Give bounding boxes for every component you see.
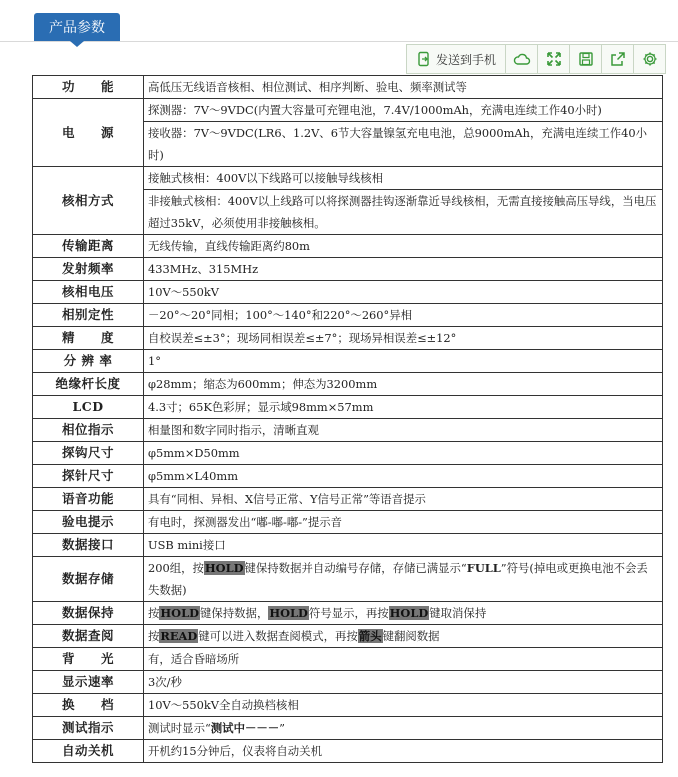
- param-value-line: 探测器：7V～9VDC(内置大容量可充锂电池，7.4V/1000mAh，充满电连续工作40小时): [148, 103, 602, 117]
- key-label: FULL: [466, 561, 501, 575]
- phone-send-icon: [416, 51, 432, 67]
- table-row: [33, 304, 663, 327]
- param-value: [144, 442, 663, 465]
- save-button[interactable]: [569, 44, 602, 74]
- table-row: [33, 350, 663, 373]
- param-value: [144, 648, 663, 671]
- table-row: [33, 625, 663, 648]
- param-name: 功 能: [33, 76, 144, 99]
- param-value: [144, 671, 663, 694]
- table-row: [33, 488, 663, 511]
- table-row: [33, 602, 663, 625]
- param-value: [144, 167, 663, 235]
- param-name: 语音功能: [33, 488, 144, 511]
- param-value-text: 按: [148, 629, 160, 643]
- param-name: 相别定性: [33, 304, 144, 327]
- tab-bar: [0, 0, 678, 42]
- param-value-text: 200组，按: [148, 561, 204, 575]
- param-value-text: 键翻阅数据: [382, 629, 440, 643]
- expand-icon: [546, 51, 562, 67]
- param-value-text: 键取消保持: [429, 606, 487, 620]
- param-value: [144, 488, 663, 511]
- param-value-text: 无线传输，直线传输距离约80m: [148, 239, 310, 253]
- param-name: 显示速率: [33, 671, 144, 694]
- param-value: [144, 373, 663, 396]
- table-row: [33, 465, 663, 488]
- send-to-phone-label: 发送到手机: [435, 52, 496, 67]
- param-name: LCD: [33, 396, 144, 419]
- param-name: 探针尺寸: [33, 465, 144, 488]
- key-label: HOLD: [389, 606, 429, 620]
- table-row: [33, 167, 663, 235]
- param-value: [144, 235, 663, 258]
- param-value-text: 具有“同相、异相、X信号正常、Y信号正常”等语音提示: [148, 492, 426, 506]
- table-row: [33, 534, 663, 557]
- share-button[interactable]: [601, 44, 634, 74]
- param-name: 相位指示: [33, 419, 144, 442]
- param-name: 验电提示: [33, 511, 144, 534]
- param-value-text: 1°: [148, 354, 161, 368]
- param-name: 数据存储: [33, 557, 144, 602]
- table-row: [33, 281, 663, 304]
- table-row: [33, 511, 663, 534]
- param-value: [144, 258, 663, 281]
- param-name: 发射频率: [33, 258, 144, 281]
- table-row: [33, 648, 663, 671]
- table-row: [33, 717, 663, 740]
- param-value-text: 10V～550kV: [148, 285, 219, 299]
- param-value: [144, 304, 663, 327]
- param-value-line: 非接触式核相：400V以上线路可以将探测器挂钩逐渐靠近导线核相，无需直接接触高压导线，当电压超过35kV，必须使用非接触核相。: [144, 189, 662, 234]
- param-value: [144, 511, 663, 534]
- cloud-icon: [513, 52, 531, 66]
- param-name: 数据接口: [33, 534, 144, 557]
- param-name: 分 辨 率: [33, 350, 144, 373]
- table-row: [33, 258, 663, 281]
- table-row: [33, 76, 663, 99]
- param-value-text: φ5mm×D50mm: [148, 446, 240, 460]
- param-value-text: 键保持数据，: [199, 606, 269, 620]
- param-name: 探钩尺寸: [33, 442, 144, 465]
- param-name: 核相方式: [33, 167, 144, 235]
- param-value: [144, 465, 663, 488]
- table-row: [33, 442, 663, 465]
- param-value: [144, 350, 663, 373]
- param-value-text: 按: [148, 606, 160, 620]
- tab-product-params[interactable]: 产品参数: [34, 13, 120, 41]
- param-value-text: 有电时，探测器发出“嘟-嘟-嘟-”提示音: [148, 515, 343, 529]
- param-value-text: 10V～550kV全自动换档核相: [148, 698, 299, 712]
- param-value: [144, 534, 663, 557]
- table-row: [33, 99, 663, 167]
- param-value: [144, 717, 663, 740]
- settings-icon: [642, 51, 658, 67]
- key-label: HOLD: [160, 606, 199, 620]
- param-value-line: 接触式核相：400V以下线路可以接触导线核相: [148, 171, 383, 185]
- table-row: [33, 419, 663, 442]
- save-icon: [578, 51, 594, 67]
- key-label: HOLD: [204, 561, 244, 575]
- param-value: [144, 419, 663, 442]
- param-name: 测试指示: [33, 717, 144, 740]
- param-value: [144, 281, 663, 304]
- table-row: [33, 557, 663, 602]
- param-value-text: －20°～20°同相；100°～140°和220°～260°异相: [148, 308, 413, 322]
- param-value-text: ”: [279, 721, 285, 735]
- param-value-text: 符号显示，再按: [308, 606, 389, 620]
- table-row: [33, 327, 663, 350]
- key-label: 箭头: [358, 629, 382, 643]
- param-name: 绝缘杆长度: [33, 373, 144, 396]
- param-value-text: 键保持数据并自动编号存储，存储已满显示“: [244, 561, 467, 575]
- table-row: [33, 740, 663, 763]
- toolbar: [406, 44, 668, 74]
- param-value-text: ”符号(掉电或更换电池不会丢失数据): [148, 561, 648, 597]
- param-value-text: 有，适合昏暗场所: [148, 652, 240, 666]
- cloud-button[interactable]: [505, 44, 538, 74]
- param-value: [144, 602, 663, 625]
- param-name: 数据保持: [33, 602, 144, 625]
- key-label: READ: [160, 629, 198, 643]
- key-label: HOLD: [269, 606, 308, 620]
- table-row: [33, 694, 663, 717]
- key-label: 测试中－－－: [210, 721, 280, 735]
- param-value: [144, 740, 663, 763]
- param-value-text: 3次/秒: [148, 675, 182, 689]
- param-value-text: 高低压无线语音核相、相位测试、相序判断、验电、频率测试等: [148, 80, 467, 94]
- param-value-text: φ28mm；缩态为600mm；伸态为3200mm: [148, 377, 378, 391]
- param-value-text: 键可以进入数据查阅模式，再按: [198, 629, 358, 643]
- param-name: 核相电压: [33, 281, 144, 304]
- param-name: 背 光: [33, 648, 144, 671]
- param-value: [144, 694, 663, 717]
- param-name: 自动关机: [33, 740, 144, 763]
- expand-button[interactable]: [537, 44, 570, 74]
- table-row: [33, 396, 663, 419]
- param-value-text: 测试时显示“: [148, 721, 211, 735]
- param-value-text: USB mini接口: [148, 538, 226, 552]
- param-value-text: 433MHz、315MHz: [148, 262, 259, 276]
- product-params-table: [32, 75, 663, 763]
- param-value-text: 自校误差≤±3°；现场同相误差≤±7°；现场异相误差≤±12°: [148, 331, 457, 345]
- param-value-text: 相量图和数字同时指示，清晰直观: [148, 423, 319, 437]
- param-value: [144, 327, 663, 350]
- param-name: 换 档: [33, 694, 144, 717]
- param-value: [144, 76, 663, 99]
- send-to-phone-button[interactable]: [406, 44, 506, 74]
- param-value-text: φ5mm×L40mm: [148, 469, 239, 483]
- param-name: 精 度: [33, 327, 144, 350]
- param-value: [144, 396, 663, 419]
- param-value: [144, 99, 663, 167]
- param-name: 数据查阅: [33, 625, 144, 648]
- param-value: [144, 557, 663, 602]
- param-name: 传输距离: [33, 235, 144, 258]
- table-row: [33, 671, 663, 694]
- param-value: [144, 625, 663, 648]
- share-icon: [610, 51, 626, 67]
- param-value-line: 接收器：7V～9VDC(LR6、1.2V、6节大容量镍氢充电电池，总9000mAh，充满电连续工作40小时): [144, 121, 662, 166]
- settings-button[interactable]: [633, 44, 666, 74]
- param-value-text: 4.3寸；65K色彩屏；显示域98mm×57mm: [148, 400, 374, 414]
- table-row: [33, 235, 663, 258]
- param-name: 电 源: [33, 99, 144, 167]
- param-value-text: 开机约15分钟后，仪表将自动关机: [148, 744, 322, 758]
- table-row: [33, 373, 663, 396]
